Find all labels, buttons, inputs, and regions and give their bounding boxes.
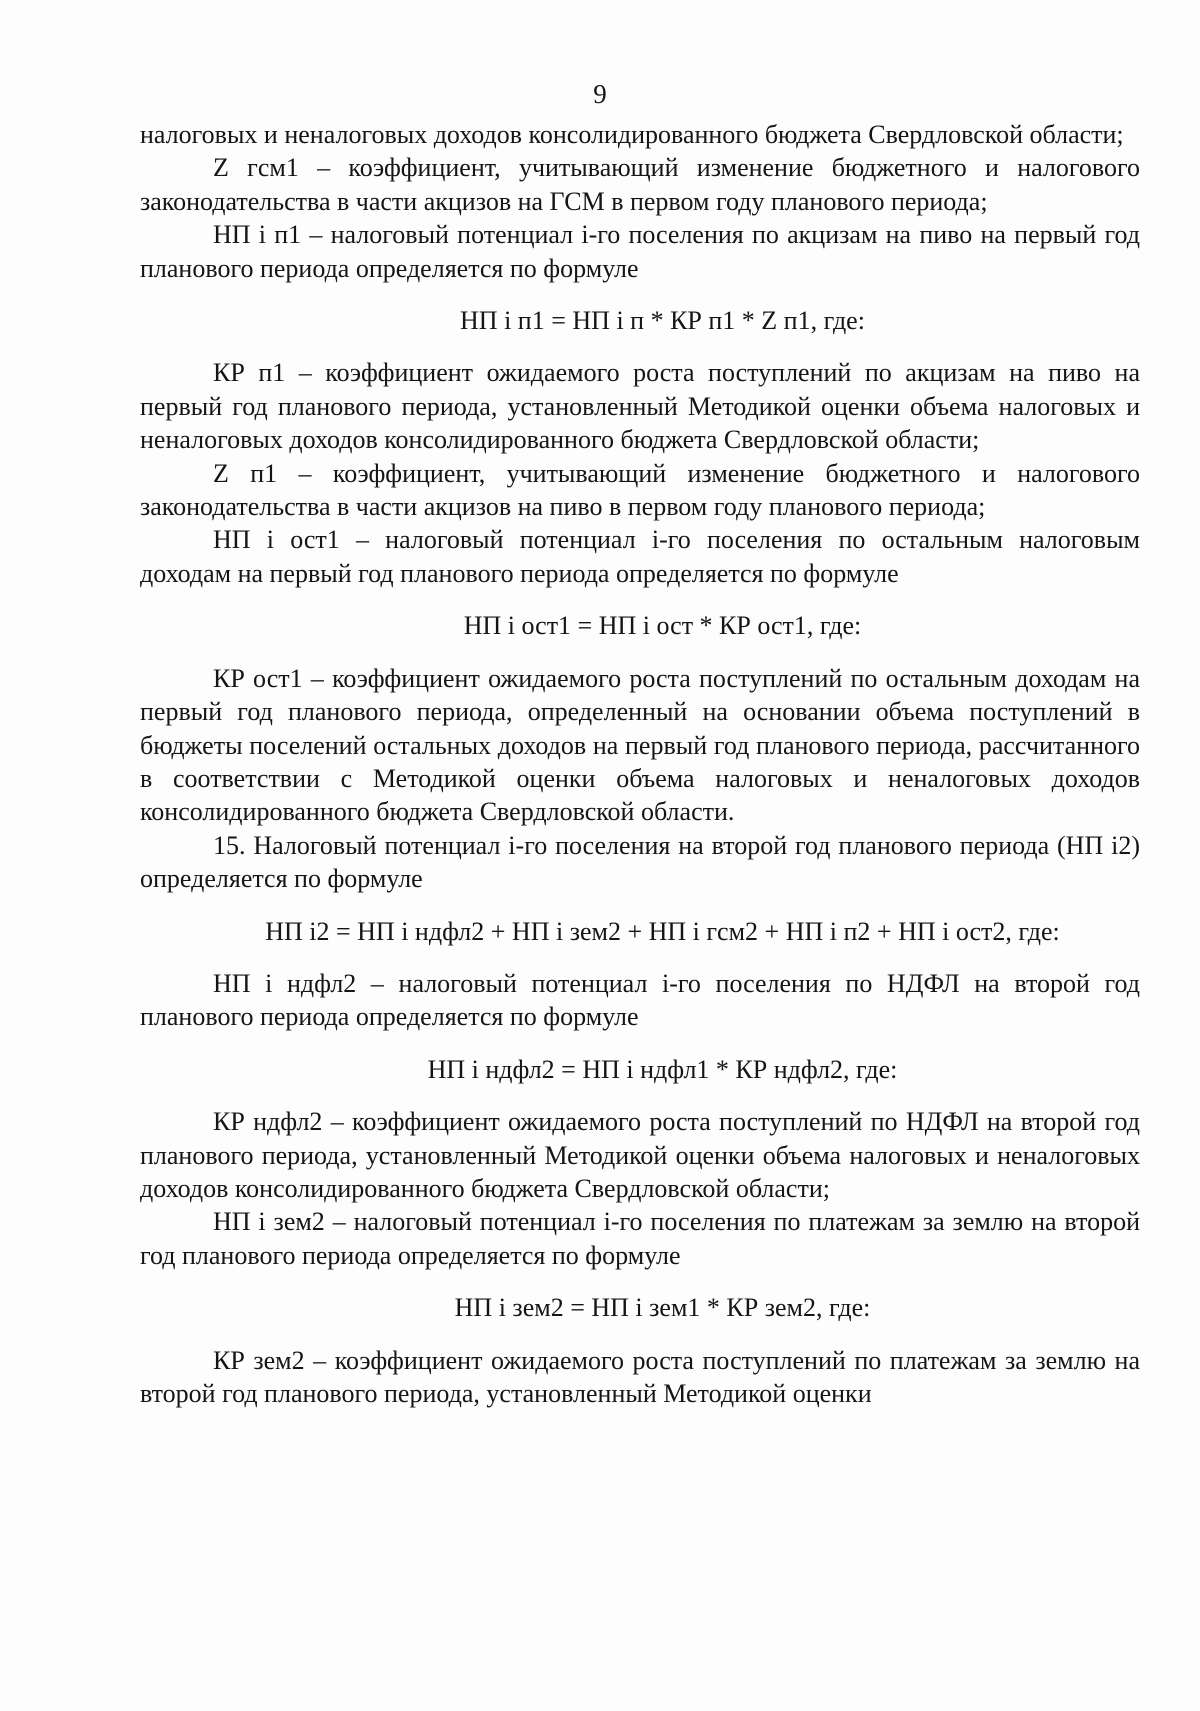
- paragraph-item-15: 15. Налоговый потенциал i-го поселения на второй год планового периода (НП i2) определяется по формуле: [140, 830, 1140, 894]
- formula-np-i2: НП i2 = НП i ндфл2 + НП i зем2 + НП i гсм2 + НП i п2 + НП i ост2, где:: [265, 916, 1060, 946]
- formula-np-ost1: НП i ост1 = НП i ост * КР ост1, где:: [463, 611, 862, 641]
- paragraph-np-ost1-definition: НП i ост1 – налоговый потенциал i-го поселения по остальным налоговым доходам на первый год планового периода определяется по формуле: [140, 525, 1140, 588]
- paragraph-np-p1-definition: НП i п1 – налоговый потенциал i-го поселения по акцизам на пиво на первый год планового периода определяется по формуле: [140, 220, 1140, 283]
- formula-np-p1: НП i п1 = НП i п * КР п1 * Z п1, где:: [460, 306, 865, 336]
- paragraph-kr-p1-definition: КР п1 – коэффициент ожидаемого роста поступлений по акцизам на пиво на первый год планового периода, установленный Методикой оценки объема налоговых и неналоговых доходов консолидированного бюджета Свердловской области;: [140, 358, 1140, 455]
- paragraph-continuation: налоговых и неналоговых доходов консолидированного бюджета Свердловской области;: [140, 120, 1124, 149]
- paragraph-np-zem2-definition: НП i зем2 – налоговый потенциал i-го поселения по платежам за землю на второй год планового периода определяется по формуле: [140, 1207, 1140, 1270]
- paragraph-z-gsm1-definition: Z гсм1 – коэффициент, учитывающий изменение бюджетного и налогового законодательства в части акцизов на ГСМ в первом году планового периода;: [140, 153, 1140, 216]
- paragraph-np-ndfl2-definition: НП i ндфл2 – налоговый потенциал i-го поселения по НДФЛ на второй год планового периода определяется по формуле: [140, 968, 1140, 1032]
- paragraph-kr-ndfl2-definition: КР ндфл2 – коэффициент ожидаемого роста поступлений по НДФЛ на второй год планового периода, установленный Методикой оценки объема налоговых и неналоговых доходов консолидированного бюджета Свердловской области;: [140, 1107, 1140, 1203]
- formula-np-zem2: НП i зем2 = НП i зем1 * КР зем2, где:: [454, 1293, 871, 1323]
- paragraph-kr-zem2-definition: КР зем2 – коэффициент ожидаемого роста поступлений по платежам за землю на второй год планового периода, установленный Методикой оценки: [140, 1345, 1140, 1408]
- document-body: [140, 118, 1140, 1410]
- formula-np-ndfl2: НП i ндфл2 = НП i ндфл1 * КР ндфл2, где:: [427, 1054, 898, 1084]
- paragraph-kr-ost1-definition: КР ост1 – коэффициент ожидаемого роста поступлений по остальным доходам на первый год планового периода, определенный на основании объема поступлений в бюджеты поселений остальных доходов на первый год планового периода, рассчитанного в соответствии с Методикой оценки объема налоговых и неналоговых доходов консолидированного бюджета Свердловской области.: [140, 663, 1140, 827]
- page-number: 9: [593, 79, 607, 109]
- paragraph-z-p1-definition: Z п1 – коэффициент, учитывающий изменение бюджетного и налогового законодательства в части акцизов на пиво в первом году планового периода;: [140, 458, 1140, 522]
